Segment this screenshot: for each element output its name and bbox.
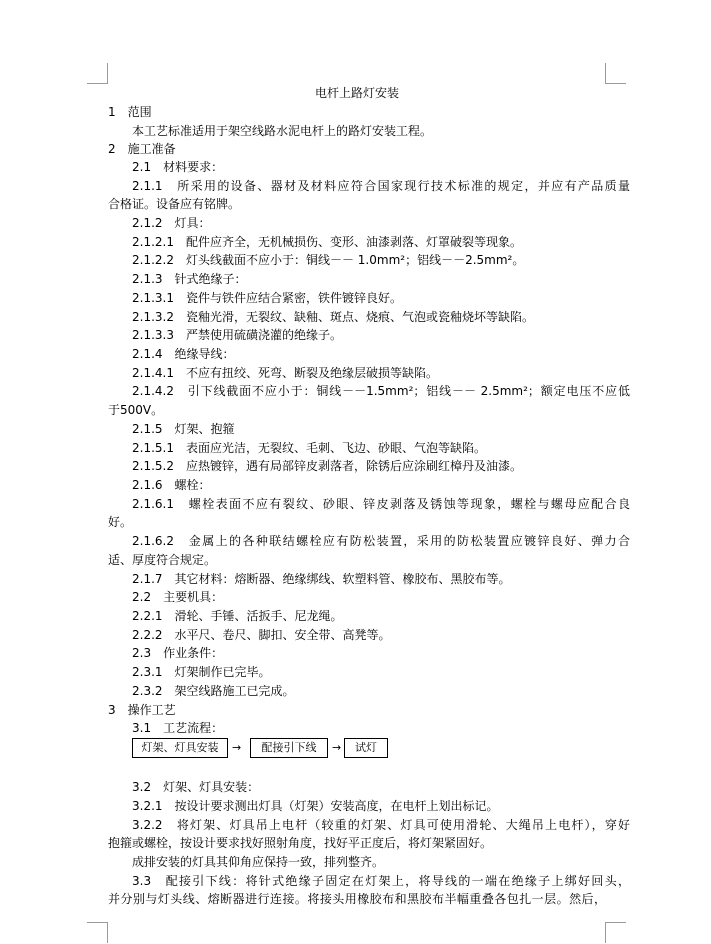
paragraph: 2.1.4.2 引下线截面不应小于：铜线－－1.5mm²；铝线－－ 2.5mm²；额定电压不应低 bbox=[132, 384, 630, 398]
paragraph: 3.2.1 按设计要求测出灯具（灯架）安装高度，在电杆上划出标记。 bbox=[132, 799, 499, 813]
paragraph: 2.2.1 滑轮、手锤、活扳手、尼龙绳。 bbox=[132, 609, 343, 623]
paragraph: 于500V。 bbox=[108, 403, 164, 417]
flow-arrow-icon: → bbox=[232, 741, 242, 754]
paragraph: 2.1.2.2 灯头线截面不应小于：铜线－－ 1.0mm²；铝线－－2.5mm²。 bbox=[132, 253, 525, 267]
paragraph: 2.1.4.1 不应有扭绞、死弯、断裂及绝缘层破损等缺陷。 bbox=[132, 366, 438, 380]
subsection-heading: 2.1.6 螺栓： bbox=[132, 478, 211, 492]
paragraph: 抱箍或螺栓，按设计要求找好照射角度，找好平正度后，将灯架紧固好。 bbox=[108, 836, 493, 850]
paragraph: 本工艺标准适用于架空线路水泥电杆上的路灯安装工程。 bbox=[132, 124, 433, 138]
subsection-heading: 2.1.4 绝缘导线： bbox=[132, 347, 235, 361]
paragraph: 2.1.2.1 配件应齐全，无机械损伤、变形、油漆剥落、灯罩破裂等现象。 bbox=[132, 235, 522, 249]
paragraph: 2.1.3.1 瓷件与铁件应结合紧密，铁件镀锌良好。 bbox=[132, 291, 402, 305]
crop-mark-bottom-right bbox=[605, 922, 626, 943]
subsection-heading: 3.2 灯架、灯具安装： bbox=[132, 780, 260, 794]
paragraph: 2.2.2 水平尺、卷尺、脚扣、安全带、高凳等。 bbox=[132, 628, 391, 642]
paragraph: 2.1.3.2 瓷釉光滑，无裂纹、缺釉、斑点、烧痕、气泡或瓷釉烧坏等缺陷。 bbox=[132, 310, 534, 324]
paragraph: 并分别与灯头线、熔断器进行连接。将接头用橡胶布和黑胶布半幅重叠各包扎一层。然后， bbox=[108, 892, 606, 906]
subsection-heading: 2.1.5 灯架、抱箍 bbox=[132, 422, 235, 436]
paragraph: 2.1.1 所采用的设备、器材及材料应符合国家现行技术标准的规定，并应有产品质量 bbox=[132, 179, 630, 193]
section-heading: 2 施工准备 bbox=[108, 142, 176, 156]
subsection-heading: 2.3 作业条件： bbox=[132, 646, 224, 660]
subsection-heading: 3.1 工艺流程： bbox=[132, 721, 224, 735]
paragraph: 合格证。设备应有铭牌。 bbox=[108, 197, 241, 211]
subsection-heading: 2.1.3 针式绝缘子： bbox=[132, 272, 247, 286]
section-heading: 1 范围 bbox=[108, 105, 152, 119]
paragraph: 适、厚度符合规定。 bbox=[108, 553, 217, 567]
paragraph: 3.2.2 将灯架、灯具吊上电杆（较重的灯架、灯具可使用滑轮、大绳吊上电杆），穿好 bbox=[132, 818, 630, 832]
paragraph: 2.1.3.3 严禁使用硫磺浇灌的绝缘子。 bbox=[132, 328, 342, 342]
section-heading: 3 操作工艺 bbox=[108, 703, 176, 717]
document-title: 电杆上路灯安装 bbox=[314, 86, 399, 100]
paragraph: 2.3.2 架空线路施工已完成。 bbox=[132, 684, 295, 698]
flow-arrow-icon: → bbox=[332, 741, 342, 754]
crop-mark-top-right bbox=[605, 63, 626, 84]
paragraph: 成排安装的灯具其仰角应保持一致，排列整齐。 bbox=[132, 855, 385, 869]
paragraph: 2.1.6.1 螺栓表面不应有裂纹、砂眼、锌皮剥落及锈蚀等现象，螺栓与螺母应配合良 bbox=[132, 497, 630, 511]
paragraph: 2.1.5.1 表面应光洁，无裂纹、毛刺、飞边、砂眼、气泡等缺陷。 bbox=[132, 441, 486, 455]
crop-mark-top-left bbox=[87, 63, 108, 84]
flow-step-wiring: 配接引下线 bbox=[250, 738, 328, 758]
subsection-heading: 2.1 材料要求： bbox=[132, 160, 224, 174]
flow-step-test: 试灯 bbox=[344, 738, 388, 758]
crop-mark-bottom-left bbox=[87, 922, 108, 943]
subsection-heading: 2.2 主要机具： bbox=[132, 590, 224, 604]
paragraph: 2.1.7 其它材料：熔断器、绝缘绑线、软塑料管、橡胶布、黑胶布等。 bbox=[132, 572, 511, 586]
subsection-heading: 2.1.2 灯具： bbox=[132, 216, 211, 230]
paragraph: 2.1.6.2 金属上的各种联结螺栓应有防松装置，采用的防松装置应镀锌良好、弹力合 bbox=[132, 534, 630, 548]
paragraph: 3.3 配接引下线：将针式绝缘子固定在灯架上，将导线的一端在绝缘子上绑好回头， bbox=[132, 874, 630, 888]
flow-step-lamp-install: 灯架、灯具安装 bbox=[132, 738, 228, 758]
paragraph: 好。 bbox=[108, 515, 133, 529]
paragraph: 2.3.1 灯架制作已完毕。 bbox=[132, 665, 271, 679]
paragraph: 2.1.5.2 应热镀锌，遇有局部锌皮剥落者，除锈后应涂刷红樟丹及油漆。 bbox=[132, 459, 522, 473]
